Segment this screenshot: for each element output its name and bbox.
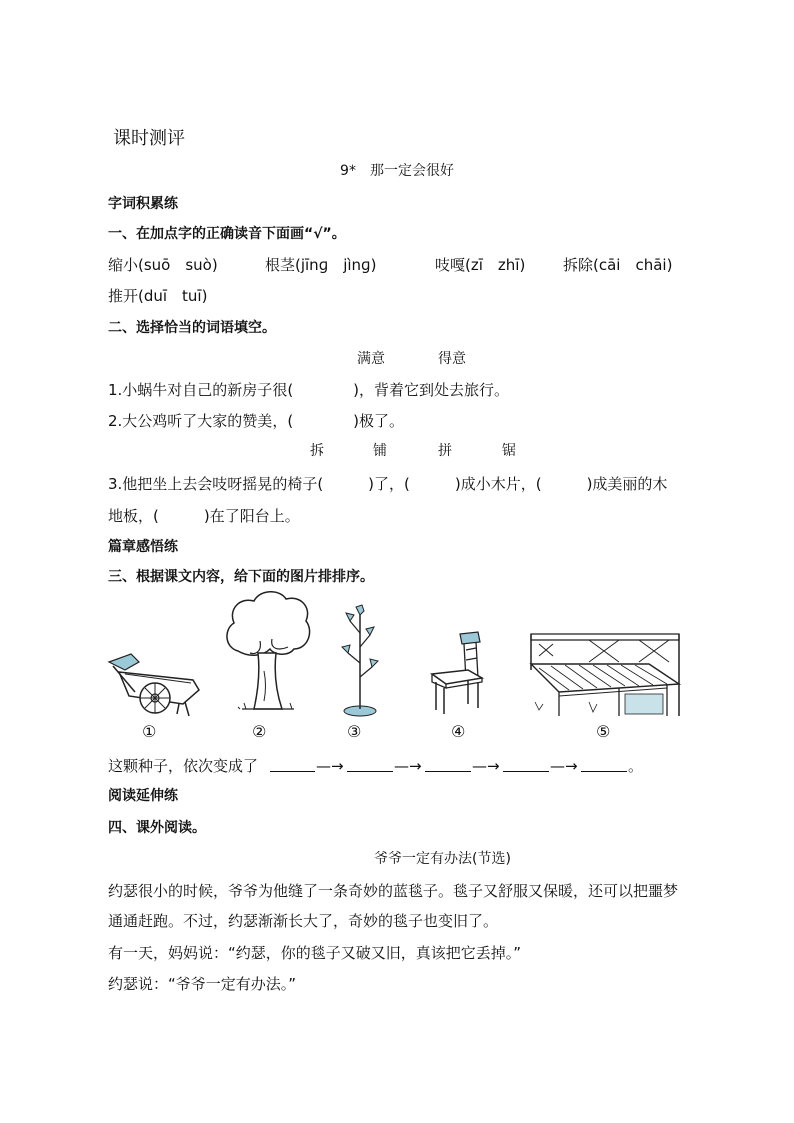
picture-label-5: ⑤ [596, 722, 611, 741]
fill-item-3-line-1: 3.他把坐上去会吱呀摇晃的椅子( )了，( )成小木片，( )成美丽的木 [108, 475, 668, 493]
sequence-prefix: 这颗种子，依次变成了 [108, 757, 259, 775]
fill-item-1: 1.小蜗牛对自己的新房子很( )，背着它到处去旅行。 [108, 381, 510, 399]
question-1-title: 一、在加点字的正确读音下面画“√”。 [108, 226, 346, 242]
passage-paragraph-3: 约瑟说：“爷爷一定有办法。” [108, 975, 297, 993]
question-2-title: 二、选择恰当的词语填空。 [108, 320, 276, 336]
answer-blank-3[interactable] [425, 771, 471, 772]
passage-paragraph-1-line-1: 约瑟很小的时候，爷爷为他缝了一条奇妙的蓝毯子。毯子又舒服又保暖，还可以把噩梦 [108, 882, 679, 900]
answer-blank-4[interactable] [503, 771, 549, 772]
picture-label-2: ② [252, 722, 267, 741]
sequence-end: 。 [628, 757, 644, 775]
answer-blank-1[interactable] [270, 771, 315, 772]
verb-choice-1: 拆 [310, 443, 324, 459]
passage-paragraph-1-line-2: 通通赶跑。不过，约瑟渐渐长大了，奇妙的毯子也变旧了。 [108, 912, 499, 930]
wheelbarrow-icon [105, 652, 203, 720]
passage-title: 爷爷一定有办法(节选) [374, 851, 511, 867]
answer-blank-2[interactable] [347, 771, 393, 772]
answer-blank-5[interactable] [581, 771, 627, 772]
section-header-extension: 阅读延伸练 [108, 788, 178, 804]
fill-item-2: 2.大公鸡听了大家的赞美，( )极了。 [108, 412, 405, 430]
wooden-deck-icon [529, 630, 681, 716]
picture-label-4: ④ [451, 722, 466, 741]
pinyin-option-1: 缩小(suō suò) [108, 256, 218, 274]
pinyin-option-4: 拆除(cāi chāi) [563, 256, 673, 274]
sequence-arrow: —→ [550, 757, 578, 775]
verb-choice-2: 铺 [373, 443, 387, 459]
picture-label-3: ③ [347, 722, 362, 741]
pinyin-option-2: 根茎(jīnɡ jìnɡ) [265, 256, 377, 274]
verb-choice-3: 拼 [438, 443, 452, 459]
word-choice-1: 满意 [357, 351, 385, 367]
picture-label-1: ① [142, 722, 157, 741]
sapling-icon [340, 603, 380, 719]
sequence-arrow: —→ [472, 757, 500, 775]
tree-icon [222, 591, 312, 717]
page-title: 课时测评 [113, 128, 185, 149]
sequence-arrow: —→ [394, 757, 422, 775]
pinyin-option-5: 推开(duī tuī) [108, 287, 208, 305]
sequence-arrow: —→ [316, 757, 344, 775]
lesson-title: 9* 那一定会很好 [340, 163, 454, 179]
pinyin-option-3: 吱嘎(zī zhī) [435, 256, 526, 274]
chair-icon [424, 630, 492, 716]
question-3-title: 三、根据课文内容，给下面的图片排排序。 [108, 569, 374, 585]
verb-choice-4: 锯 [502, 443, 516, 459]
fill-item-3-line-2: 地板，( )在了阳台上。 [108, 507, 300, 525]
question-4-title: 四、课外阅读。 [108, 820, 206, 836]
section-header-vocabulary: 字词积累练 [108, 196, 178, 212]
word-choice-2: 得意 [438, 351, 466, 367]
passage-paragraph-2: 有一天，妈妈说：“约瑟，你的毯子又破又旧，真该把它丢掉。” [108, 944, 522, 962]
section-header-reading: 篇章感悟练 [108, 539, 178, 555]
